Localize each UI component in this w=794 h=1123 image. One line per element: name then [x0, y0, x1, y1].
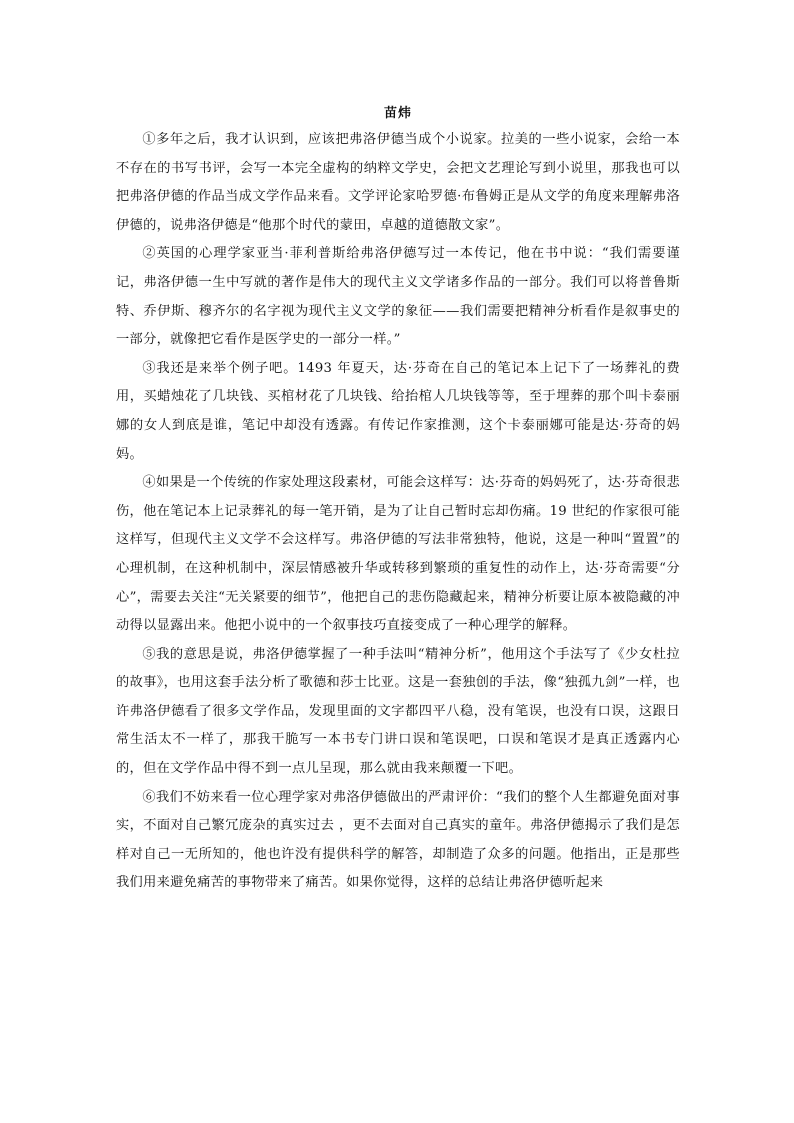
author-name: 苗炜 — [383, 106, 412, 121]
paragraph-1: ①多年之后，我才认识到，应该把弗洛伊德当成个小说家。拉美的一些小说家，会给一本不存在的书写书评，会写一本完全虚构的纳粹文学史，会把文艺理论写到小说里，那我也可以把弗洛伊德的作品当成文学作品来看。文学评论家哈罗德·布鲁姆正是从文学的角度来理解弗洛伊德的，说弗洛伊德是“他那个时代的蒙田，卓越的道德散文家”。 — [116, 132, 680, 233]
article-body — [116, 126, 680, 898]
paragraph-2: ②英国的心理学家亚当·菲利普斯给弗洛伊德写过一本传记，他在书中说：“我们需要谨记，弗洛伊德一生中写就的著作是伟大的现代主义文学诸多作品的一部分。我们可以将普鲁斯特、乔伊斯、穆齐尔的名字视为现代主义文学的象征——我们需要把精神分析看作是叙事史的一部分，就像把它看作是医学史的一部分一样。” — [116, 246, 680, 348]
paragraph-5: ⑤我的意思是说，弗洛伊德掌握了一种手法叫“精神分析”，他用这个手法写了《少女杜拉的故事》，也用这套手法分析了歌德和莎士比亚。这是一套独创的手法，像“独孤九剑”一样，也许弗洛伊德看了很多文学作品，发现里面的文字都四平八稳，没有笔误，也没有口误，这跟日常生活太不一样了，那我干脆写一本书专门讲口误和笔误吧，口误和笔误才是真正透露内心的，但在文学作品中得不到一点儿呈现，那么就由我来颠覆一下吧。 — [116, 646, 680, 777]
paragraph-6: ⑥我们不妨来看一位心理学家对弗洛伊德做出的严肃评价：“我们的整个人生都避免面对事实，不面对自己繁冗庞杂的真实过去 ，更不去面对自己真实的童年。弗洛伊德揭示了我们是怎样对自己一无所知的，他也许没有提供科学的解答，却制造了众多的问题。他指出，正是那些我们用来避免痛苦的事物带来了痛苦。如果你觉得，这样的总结让弗洛伊德听起来 — [116, 789, 680, 891]
paragraph-4: ④如果是一个传统的作家处理这段素材，可能会这样写：达·芬奇的妈妈死了，达·芬奇很悲伤，他在笔记本上记录葬礼的每一笔开销，是为了让自己暂时忘却伤痛。19 世纪的作家很可能这样写，但现代主义文学不会这样写。弗洛伊德的写法非常独特，他说，这是一种叫“置置”的心理机制，在这种机制中，深层情感被升华或转移到繁琐的重复性的动作上，达·芬奇需要“分心”，需要去关注“无关紧要的细节”，他把自己的悲伤隐藏起来，精神分析要让原本被隐藏的冲动得以显露出来。他把小说中的一个叙事技巧直接变成了一种心理学的解释。 — [116, 475, 680, 634]
paragraph-3: ③我还是来举个例子吧。1493 年夏天，达·芬奇在自己的笔记本上记下了一场葬礼的费用，买蜡烛花了几块钱、买棺材花了几块钱、给抬棺人几块钱等等，至于埋葬的那个叫卡泰丽娜的女人到底是谁，笔记中却没有透露。有传记作家推测，这个卡泰丽娜可能是达·芬奇的妈妈。 — [116, 360, 680, 462]
